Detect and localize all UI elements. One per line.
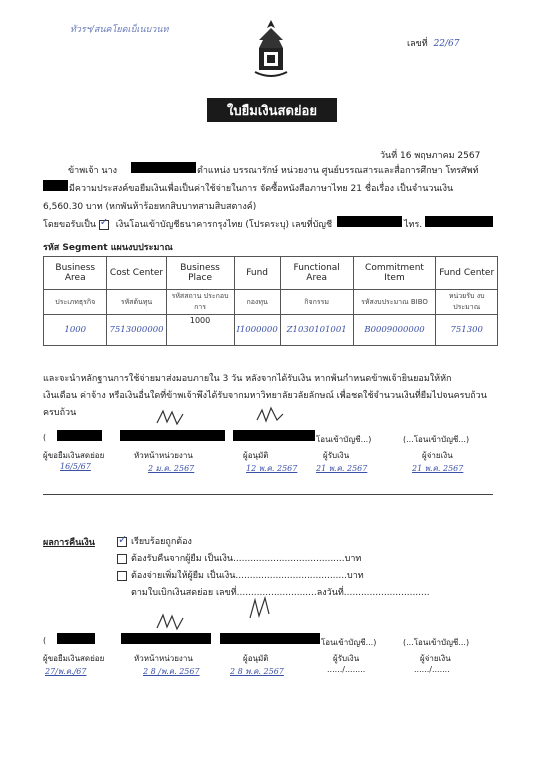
checkbox-refund[interactable] [117,554,127,564]
doc-number-label: เลขที่ [407,39,428,49]
date-value: ....../....... [414,665,450,674]
table-value-cell[interactable]: 1000 [166,315,234,346]
date-value: 12 พ.ค. 2567 [246,464,298,473]
role-label: ผู้รับเงิน [333,654,360,663]
checkbox-transfer[interactable]: ✓ [99,216,109,228]
return-ref-line: ตามใบเบิกเงินสดย่อย เลขที่............................ลงวันที่.............................. [131,588,430,598]
return-opt2: ต้องรับคืนจากผู้ยืม เป็นเงิน.......................................บาท [131,554,362,564]
clause-line1: และจะนำหลักฐานการใช้จ่ายมาส่งมอบภายใน 3 วัน หลังจากได้รับเงิน หากพ้นกำหนดข้าพเจ้ายินยอมให้หัก [43,374,452,384]
role-label: ผู้ขอยืมเงินสดย่อย [43,654,105,663]
redaction [337,216,402,227]
return-label: ผลการคืนเงิน [43,538,95,548]
table-header-cell: Business Place [166,257,234,290]
doc-number [407,36,460,50]
role-label: ผู้ขอยืมเงินสดย่อย [43,451,105,460]
redaction [57,633,95,644]
body-line1b: ตำแหน่ง บรรณารักษ์ หน่วยงาน ศูนย์บรรณสารและสื่อการศึกษา โทรศัพท์ [197,166,479,176]
document-title: ใบยืมเงินสดย่อย [207,98,337,122]
signature-icon [255,406,285,426]
table-header-cell: Commitment Item [353,257,436,290]
role-label: หัวหน้าหน่วยงาน [134,654,193,663]
body-line4a: โดยขอรับเป็น [43,220,96,230]
redaction [131,162,196,173]
transfer-label: (...โอนเข้าบัญชี...) [403,435,470,444]
table-header-cell: Cost Center [107,257,166,290]
redaction [57,430,102,441]
redaction [425,216,493,227]
date-value: 2 ม.ค. 2567 [148,464,195,473]
return-option-ok [117,534,192,548]
table-header-row [44,257,498,290]
clause-line2: เงินเดือน ค่าจ้าง หรือเงินอื่นใดที่ข้าพเจ้าพึงได้รับจากมหาวิทยาลัยวลัยลักษณ์ เพื่อชดใช้จำนวนเงินที่ยืมไปจนครบถ้วน [43,391,487,401]
table-header-cell: Fund [234,257,280,290]
table-value-cell[interactable]: 7513000000 [107,315,166,346]
table-desc-cell: กองทุน [234,290,280,315]
redaction [43,180,68,191]
university-seal-icon [253,18,289,80]
checkbox-ok[interactable]: ✓ [118,532,128,546]
segment-label: รหัส Segment แผนงบประมาณ [43,243,173,253]
table-desc-cell: กิจกรรม [280,290,353,315]
table-value-cell[interactable]: B0009000000 [353,315,436,346]
table-header-cell: Business Area [44,257,107,290]
redaction [120,430,225,441]
transfer-label: (...โอนเข้าบัญชี...) [403,638,470,647]
table-value-cell[interactable]: 751300 [436,315,498,346]
return-option-refund [117,551,361,565]
role-label: หัวหน้าหน่วยงาน [134,451,193,460]
table-desc-cell: ประเภทธุรกิจ [44,290,107,315]
redaction [220,633,320,644]
return-opt3: ต้องจ่ายเพิ่มให้ผู้ยืม เป็นเงิน.......................................บาท [131,571,364,581]
paren-open: ( [43,636,47,645]
body-line4c: ไทร. [404,220,423,230]
body-line3: 6,560.30 บาท (หกพันห้าร้อยหกสิบบาทสามสิบสตางค์) [43,202,257,212]
body-line4 [43,217,332,231]
transfer-label: โอนเข้าบัญชี...) [316,435,372,444]
date-value: 16/5/67 [60,462,91,471]
table-desc-cell: รหัสต้นทุน [107,290,166,315]
body-line2: มีความประสงค์ขอยืมเงินเพื่อเป็นค่าใช้จ่ายในการ จัดซื้อหนังสือภาษาไทย 21 ชื่อเรื่อง เป็นจำนวนเงิน [69,184,454,194]
role-label: ผู้จ่ายเงิน [422,451,453,460]
redaction [121,633,211,644]
table-value-cell[interactable]: 1000 [44,315,107,346]
signature-icon [155,408,185,428]
date-value: 27/พ.ค./67 [45,667,87,676]
budget-segment-table [43,256,498,346]
role-label: ผู้รับเงิน [323,451,350,460]
doc-number-value: 22/67 [433,39,460,49]
signature-icon [247,596,273,624]
date-value: 2 8 /พ.ค. 2567 [143,667,200,676]
table-desc-cell: หน่วยรับ งบประมาณ [436,290,498,315]
return-opt1: เรียบร้อยถูกต้อง [131,537,192,547]
transfer-label: โอนเข้าบัญชี...) [321,638,377,647]
table-header-cell: Functional Area [280,257,353,290]
return-option-extra [117,568,364,582]
date-value: 2 8 พ.ค. 2567 [230,667,284,676]
table-value-cell[interactable]: I1000000 [234,315,280,346]
clause-line3: ครบถ้วน [43,408,77,418]
divider [43,494,493,495]
table-header-cell: Fund Center [436,257,498,290]
role-label: ผู้อนุมัติ [243,654,269,663]
signature-icon [155,612,185,634]
date-value: 21 พ.ค. 2567 [316,464,368,473]
body-line4b: เงินโอนเข้าบัญชีธนาคารกรุงไทย (โปรดระบุ) เลขที่บัญชี [115,220,333,230]
body-line1a: ข้าพเจ้า นาง [68,166,118,176]
table-value-row [44,315,498,346]
date-value: ....../........ [327,665,366,674]
role-label: ผู้อนุมัติ [243,451,269,460]
date-line: วันที่ 16 พฤษภาคม 2567 [380,151,481,161]
table-desc-cell: รหัสงบประมาณ BIBO [353,290,436,315]
table-value-cell[interactable]: Z1030101001 [280,315,353,346]
role-label: ผู้จ่ายเงิน [420,654,451,663]
checkbox-extra[interactable] [117,571,127,581]
handwritten-note: ทัวรฯ/สนคโยดเบ็เนบวนท [70,25,169,35]
table-desc-cell: รหัสสถาน ประกอบการ [166,290,234,315]
table-desc-row [44,290,498,315]
paren-open: ( [43,433,47,442]
date-value: 21 พ.ค. 2567 [412,464,464,473]
redaction [233,430,315,441]
